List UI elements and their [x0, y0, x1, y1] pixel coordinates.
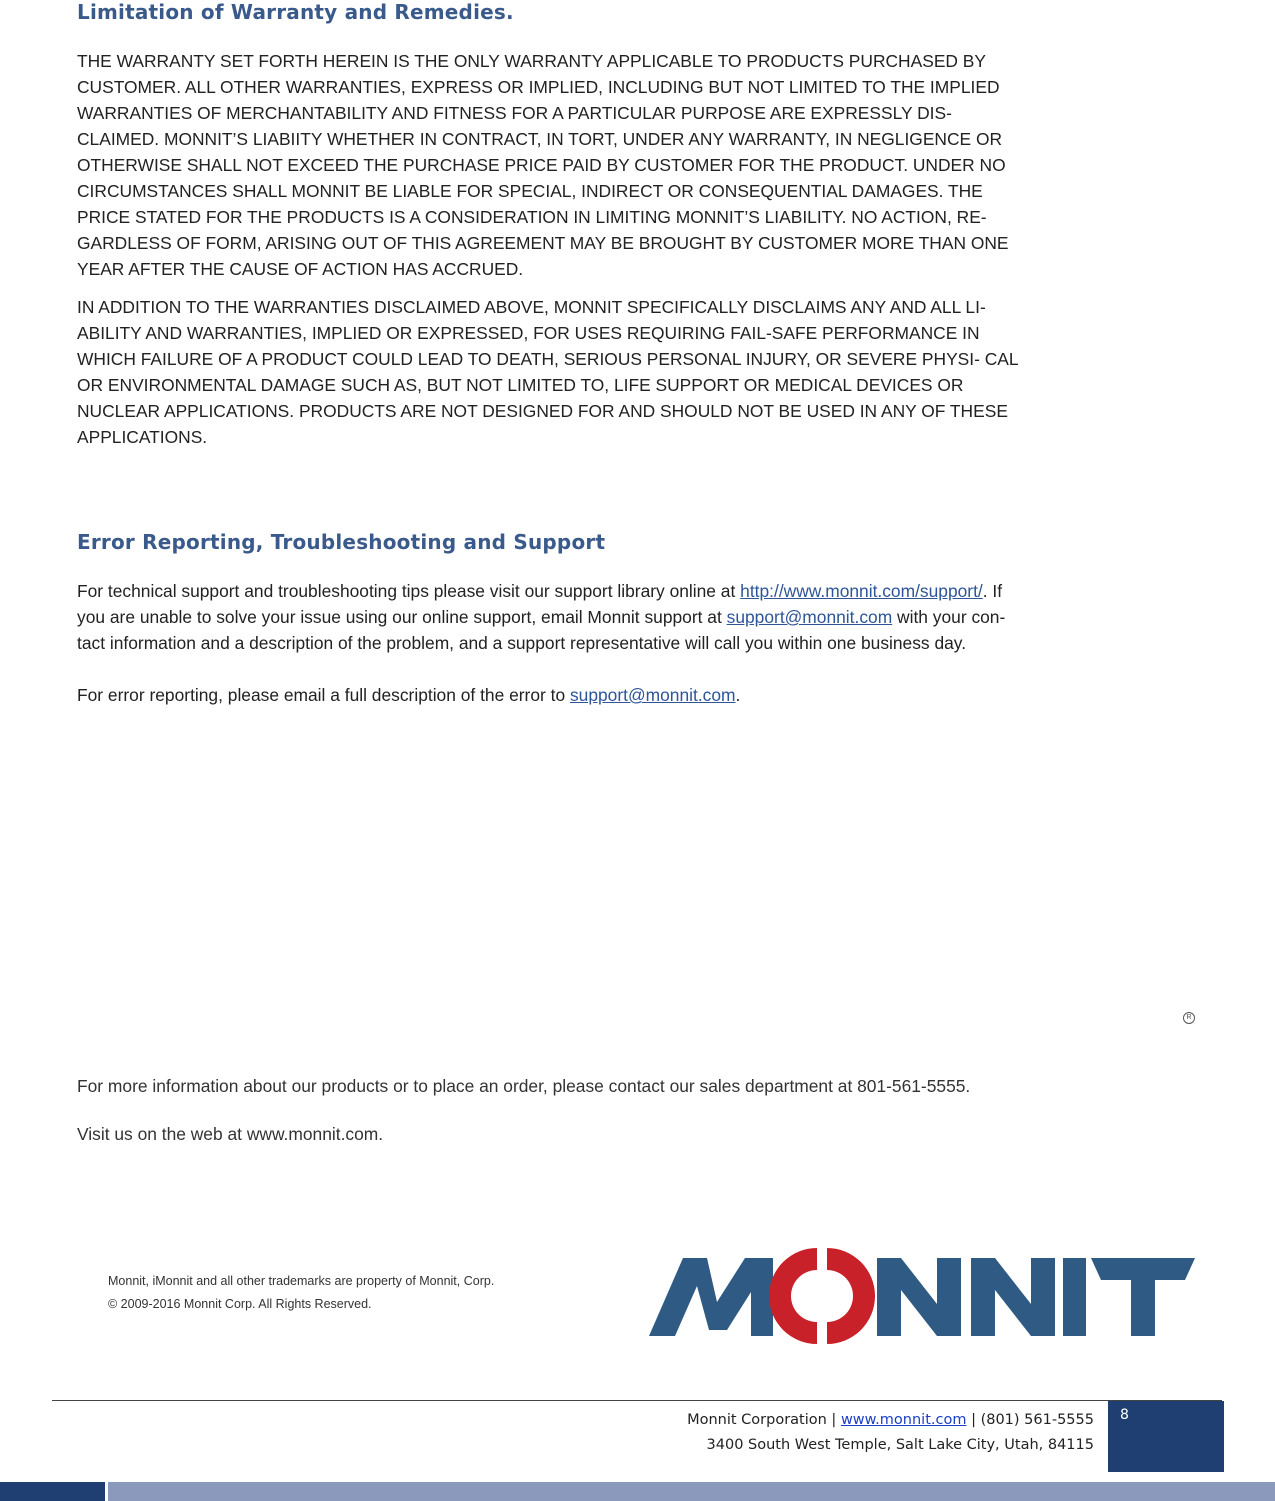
warranty-paragraph-1 — [77, 48, 1207, 282]
page-number-box — [1108, 1401, 1224, 1472]
error-text: For error reporting, please email a full description of the error to — [77, 685, 570, 705]
warranty-paragraph-2-line: ABILITY AND WARRANTIES, IMPLIED OR EXPRESSED, FOR USES REQUIRING FAIL-SAFE PERFORMANCE IN — [77, 323, 980, 343]
warranty-paragraph-1-line: PRICE STATED FOR THE PRODUCTS IS A CONSIDERATION IN LIMITING MONNIT’S LIABILITY. NO ACTION, RE- — [77, 207, 987, 227]
warranty-paragraph-2-line: IN ADDITION TO THE WARRANTIES DISCLAIMED ABOVE, MONNIT SPECIFICALLY DISCLAIMS ANY AND ALL LI- — [77, 297, 986, 317]
support-text-3: tact information and a description of the problem, and a support representative will call you within one business day. — [77, 633, 967, 653]
support-paragraph — [77, 578, 1207, 656]
warranty-paragraph-1-line: THE WARRANTY SET FORTH HEREIN IS THE ONLY WARRANTY APPLICABLE TO PRODUCTS PURCHASED BY — [77, 51, 987, 71]
footer-separator: | — [826, 1412, 841, 1428]
warranty-paragraph-1-line: CIRCUMSTANCES SHALL MONNIT BE LIABLE FOR SPECIAL, INDIRECT OR CONSEQUENTIAL DAMAGES. THE — [77, 181, 983, 201]
warranty-paragraph-2-line: NUCLEAR APPLICATIONS. PRODUCTS ARE NOT DESIGNED FOR AND SHOULD NOT BE USED IN ANY OF THESE — [77, 401, 1008, 421]
monnit-logo-graphic — [645, 1246, 1197, 1348]
support-text-1-end: . If — [982, 581, 1003, 601]
warranty-paragraph-2-line: OR ENVIRONMENTAL DAMAGE SUCH AS, BUT NOT LIMITED TO, LIFE SUPPORT OR MEDICAL DEVICES OR — [77, 375, 964, 395]
warranty-paragraph-1-line: CLAIMED. MONNIT’S LIABIITY WHETHER IN CONTRACT, IN TORT, UNDER ANY WARRANTY, IN NEGLIGENCE OR — [77, 129, 1003, 149]
page-number: 8 — [1120, 1407, 1129, 1423]
warranty-paragraph-1-line: GARDLESS OF FORM, ARISING OUT OF THIS AGREEMENT MAY BE BROUGHT BY CUSTOMER MORE THAN ONE — [77, 233, 1009, 253]
support-text-1: For technical support and troubleshooting tips please visit our support library online at — [77, 581, 741, 601]
error-reporting-paragraph — [77, 682, 1207, 708]
warranty-heading: Limitation of Warranty and Remedies. — [77, 0, 514, 24]
support-email-link[interactable]: support@monnit.com — [726, 607, 893, 627]
support-text-2-end: with your con- — [892, 607, 1006, 627]
sales-contact-text: For more information about our products or to place an order, please contact our sales department at 801-561-5555. — [77, 1076, 971, 1096]
support-library-link[interactable]: http://www.monnit.com/support/ — [740, 581, 983, 601]
warranty-paragraph-1-line: OTHERWISE SHALL NOT EXCEED THE PURCHASE PRICE PAID BY CUSTOMER FOR THE PRODUCT. UNDER NO — [77, 155, 1006, 175]
web-contact-text: Visit us on the web at www.monnit.com. — [77, 1124, 384, 1144]
footer-bar-dark — [0, 1482, 105, 1501]
footer-phone: (801) 561-5555 — [980, 1412, 1094, 1428]
footer-separator: | — [966, 1412, 981, 1428]
trademark-text: Monnit, iMonnit and all other trademarks are property of Monnit, Corp. — [108, 1274, 495, 1288]
footer-website-link[interactable]: www.monnit.com — [840, 1412, 967, 1428]
warranty-paragraph-2-line: APPLICATIONS. — [77, 427, 208, 447]
registered-mark-icon: R — [1183, 1012, 1195, 1024]
support-heading: Error Reporting, Troubleshooting and Support — [77, 530, 606, 554]
error-email-link[interactable]: support@monnit.com — [569, 685, 736, 705]
monnit-logo — [645, 1246, 1197, 1353]
footer-company: Monnit Corporation — [687, 1412, 827, 1428]
warranty-paragraph-2-line: WHICH FAILURE OF A PRODUCT COULD LEAD TO DEATH, SERIOUS PERSONAL INJURY, OR SEVERE PHYSI- CAL — [77, 349, 1019, 369]
footer-bar-light — [108, 1482, 1275, 1501]
warranty-paragraph-2 — [77, 294, 1207, 450]
footer-contact-line — [687, 1412, 1094, 1428]
footer-divider — [52, 1400, 1222, 1401]
copyright-text: © 2009-2016 Monnit Corp. All Rights Reserved. — [108, 1297, 372, 1311]
support-text-2: you are unable to solve your issue using our online support, email Monnit support at — [77, 607, 727, 627]
footer-address: 3400 South West Temple, Salt Lake City, Utah, 84115 — [706, 1437, 1094, 1453]
warranty-paragraph-1-line: WARRANTIES OF MERCHANTABILITY AND FITNESS FOR A PARTICULAR PURPOSE ARE EXPRESSLY DIS- — [77, 103, 952, 123]
error-text-end: . — [735, 685, 741, 705]
warranty-paragraph-1-line: CUSTOMER. ALL OTHER WARRANTIES, EXPRESS OR IMPLIED, INCLUDING BUT NOT LIMITED TO THE IMPLIED — [77, 77, 1000, 97]
warranty-paragraph-1-line: YEAR AFTER THE CAUSE OF ACTION HAS ACCRUED. — [77, 259, 524, 279]
